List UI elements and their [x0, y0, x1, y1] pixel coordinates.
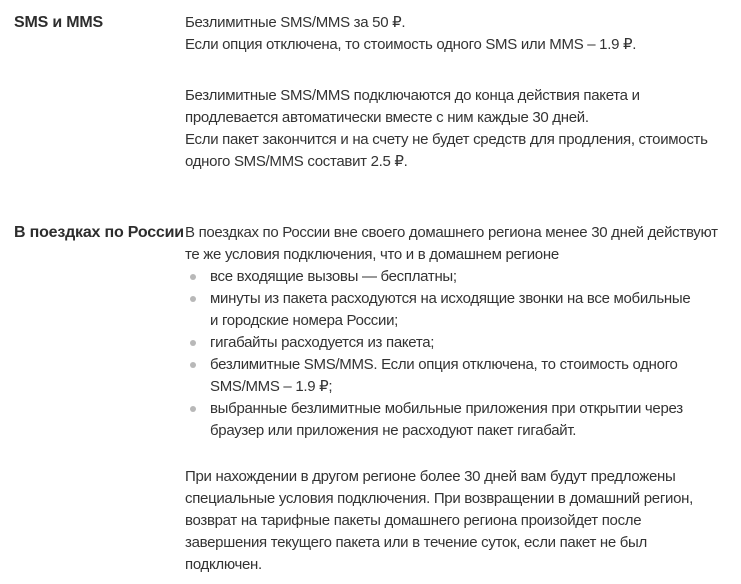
text-line: Безлимитные SMS/MMS подключаются до конца действия пакета и — [185, 87, 640, 104]
bullet-icon — [190, 362, 196, 368]
paragraph — [185, 466, 731, 576]
text-line: гигабайты расходуется из пакета; — [210, 334, 435, 351]
text-line: выбранные безлимитные мобильные приложения при открытии через — [210, 400, 683, 417]
section-travel-russia — [14, 222, 731, 576]
section-sms-mms — [14, 12, 731, 173]
text-line: Если пакет закончится и на счету не будет средств для продления, стоимость — [185, 131, 708, 148]
section-label-sms-mms: SMS и MMS — [14, 14, 103, 31]
text-line: продлевается автоматически вместе с ним каждые 30 дней. — [185, 109, 589, 126]
text-line: В поездках по России вне своего домашнего региона менее 30 дней действуют — [185, 224, 718, 241]
text-line: те же условия подключения, что и в домашнем регионе — [185, 246, 559, 263]
paragraph — [185, 12, 731, 56]
list-item — [185, 354, 731, 398]
list-item — [185, 266, 731, 288]
paragraph — [185, 85, 731, 173]
section-content-sms-mms — [185, 12, 731, 173]
section-label-travel-russia: В поездках по России — [14, 224, 184, 241]
list-item — [185, 398, 731, 442]
text-line: специальные условия подключения. При возвращении в домашний регион, — [185, 490, 693, 507]
list-item — [185, 288, 731, 332]
bullet-icon — [190, 340, 196, 346]
text-line: браузер или приложения не расходуют пакет гигабайт. — [210, 422, 577, 439]
section-content-travel-russia — [185, 222, 731, 576]
text-line: Безлимитные SMS/MMS за 50 ₽. — [185, 14, 406, 31]
text-line: и городские номера России; — [210, 312, 399, 329]
tariff-sections — [14, 12, 731, 576]
bullet-icon — [190, 406, 196, 412]
paragraph — [185, 222, 731, 266]
bullet-icon — [190, 296, 196, 302]
bullet-icon — [190, 274, 196, 280]
bullet-list — [185, 266, 731, 442]
text-line: При нахождении в другом регионе более 30 дней вам будут предложены — [185, 468, 676, 485]
text-line: минуты из пакета расходуются на исходящие звонки на все мобильные — [210, 290, 691, 307]
list-item — [185, 332, 731, 354]
text-line: безлимитные SMS/MMS. Если опция отключена, то стоимость одного — [210, 356, 678, 373]
text-line: все входящие вызовы — бесплатны; — [210, 268, 457, 285]
text-line: Если опция отключена, то стоимость одного SMS или MMS – 1.9 ₽. — [185, 36, 637, 53]
text-line: возврат на тарифные пакеты домашнего региона произойдет после — [185, 512, 642, 529]
text-line: одного SMS/MMS составит 2.5 ₽. — [185, 153, 408, 170]
text-line: SMS/MMS – 1.9 ₽; — [210, 378, 333, 395]
text-line: завершения текущего пакета или в течение суток, если пакет не был — [185, 534, 647, 551]
text-line: подключен. — [185, 556, 262, 573]
